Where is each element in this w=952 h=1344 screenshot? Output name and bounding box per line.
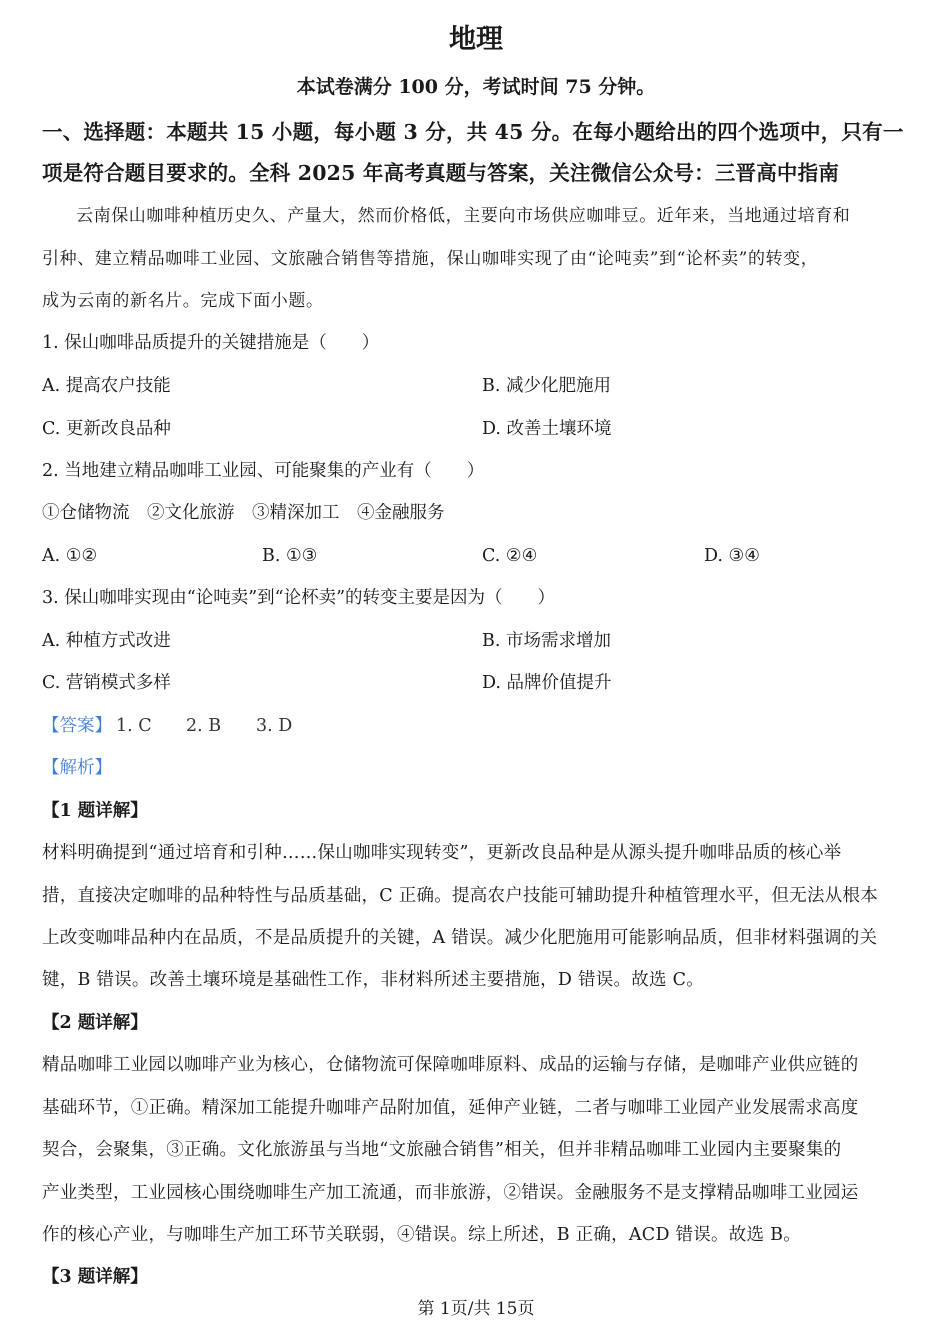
detail-2-heading: 【2 题详解】 bbox=[42, 1013, 148, 1033]
detail-line: 基础环节，①正确。精深加工能提升咖啡产品附加值，延伸产业链，二者与咖啡工业园产业发展需求高度 bbox=[42, 1098, 859, 1118]
page-footer: 第 1页/共 15页 bbox=[417, 1299, 535, 1319]
detail-line: 材料明确提到“通过培育和引种……保山咖啡实现转变”，更新改良品种是从源头提升咖啡品质的核心举 bbox=[42, 843, 842, 863]
q3-option-a: A. 种植方式改进 bbox=[42, 631, 171, 651]
q1-option-a: A. 提高农户技能 bbox=[42, 376, 171, 396]
question-1-stem: 1. 保山咖啡品质提升的关键措施是（ ） bbox=[42, 333, 380, 353]
q1-option-d: D. 改善土壤环境 bbox=[482, 419, 612, 439]
q2-option-b: B. ①③ bbox=[262, 546, 318, 566]
question-2-items: ①仓储物流 ②文化旅游 ③精深加工 ④金融服务 bbox=[42, 503, 445, 523]
detail-3-heading: 【3 题详解】 bbox=[42, 1267, 148, 1287]
q2-option-d: D. ③④ bbox=[704, 546, 760, 566]
passage-line: 云南保山咖啡种植历史久、产量大，然而价格低，主要向市场供应咖啡豆。近年来，当地通过培育和 bbox=[76, 206, 851, 226]
question-2-stem: 2. 当地建立精品咖啡工业园、可能聚集的产业有（ ） bbox=[42, 461, 485, 481]
section-heading-line-1: 一、选择题：本题共 15 小题，每小题 3 分，共 45 分。在每小题给出的四个选项中，只有一 bbox=[42, 120, 904, 144]
answer-3: 3. D bbox=[256, 716, 293, 736]
answer-1: 1. C bbox=[116, 716, 152, 736]
page-title: 地理 bbox=[449, 24, 503, 55]
passage-line: 引种、建立精品咖啡工业园、文旅融合销售等措施，保山咖啡实现了由“论吨卖”到“论杯卖”的转变， bbox=[42, 249, 819, 269]
q1-option-b: B. 减少化肥施用 bbox=[482, 376, 611, 396]
detail-line: 作的核心产业，与咖啡生产加工环节关联弱，④错误。综上所述，B 正确，ACD 错误。故选 B。 bbox=[42, 1225, 801, 1245]
detail-1-heading: 【1 题详解】 bbox=[42, 801, 148, 821]
q1-option-c: C. 更新改良品种 bbox=[42, 419, 171, 439]
q3-option-b: B. 市场需求增加 bbox=[482, 631, 611, 651]
answer-tag: 【答案】 bbox=[42, 716, 112, 736]
q2-option-c: C. ②④ bbox=[482, 546, 538, 566]
q3-option-d: D. 品牌价值提升 bbox=[482, 673, 612, 693]
q3-option-c: C. 营销模式多样 bbox=[42, 673, 171, 693]
section-heading-line-2: 项是符合题目要求的。全科 2025 年高考真题与答案，关注微信公众号：三晋高中指南 bbox=[42, 161, 840, 185]
analysis-tag: 【解析】 bbox=[42, 758, 112, 778]
q2-option-a: A. ①② bbox=[42, 546, 98, 566]
detail-line: 契合，会聚集，③正确。文化旅游虽与当地“文旅融合销售”相关，但并非精品咖啡工业园内主要聚集的 bbox=[42, 1140, 842, 1160]
passage-line: 成为云南的新名片。完成下面小题。 bbox=[42, 291, 324, 311]
detail-line: 键，B 错误。改善土壤环境是基础性工作，非材料所述主要措施，D 错误。故选 C。 bbox=[42, 970, 704, 990]
detail-line: 措，直接决定咖啡的品种特性与品质基础，C 正确。提高农户技能可辅助提升种植管理水平，但无法从根本 bbox=[42, 886, 878, 906]
detail-line: 精品咖啡工业园以咖啡产业为核心，仓储物流可保障咖啡原料、成品的运输与存储，是咖啡产业供应链的 bbox=[42, 1055, 859, 1075]
exam-info: 本试卷满分 100 分，考试时间 75 分钟。 bbox=[296, 76, 656, 98]
detail-line: 产业类型，工业园核心围绕咖啡生产加工流通，而非旅游，②错误。金融服务不是支撑精品咖啡工业园运 bbox=[42, 1183, 859, 1203]
answer-2: 2. B bbox=[186, 716, 222, 736]
detail-line: 上改变咖啡品种内在品质，不是品质提升的关键，A 错误。减少化肥施用可能影响品质，但非材料强调的关 bbox=[42, 928, 878, 948]
question-3-stem: 3. 保山咖啡实现由“论吨卖”到“论杯卖”的转变主要是因为（ ） bbox=[42, 588, 556, 608]
